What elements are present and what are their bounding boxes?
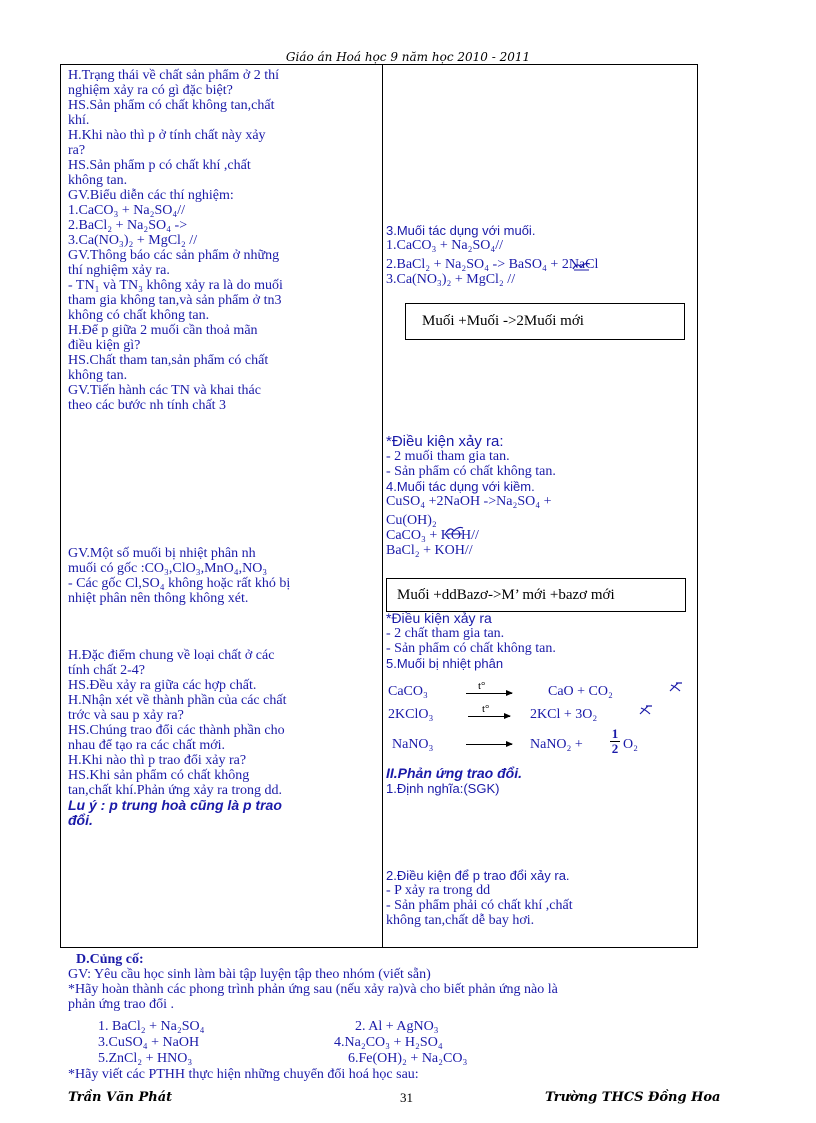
page-header: Giáo án Hoá học 9 năm học 2010 - 2011: [285, 50, 531, 64]
equation: 1.CaCO₃ + Na₂SO₄//: [386, 238, 504, 253]
gas-icon: [638, 703, 654, 715]
condition-title: *Điều kiện xảy ra: [386, 610, 492, 626]
instruction: GV: Yêu cầu học sinh làm bài tập luyện tập theo nhóm (viết sẵn): [68, 967, 431, 982]
condition-item: - Sản phẩm có chất không tan.: [386, 641, 556, 656]
equation-text: 2.BaCl₂ + Na₂SO₄ -> BaSO₄ + 2NaCl: [386, 257, 599, 272]
section-title: 5.Muối bị nhiệt phân: [386, 656, 504, 671]
left-line: HS.Khi sản phẩm có chất không: [68, 768, 250, 783]
section-title: 4.Muối tác dụng với kiềm.: [386, 479, 535, 494]
note-line: đổi.: [68, 812, 93, 828]
left-line: trớc và sau p xảy ra?: [68, 708, 184, 723]
left-line: GV.Một số muối bị nhiệt phân nh: [68, 546, 256, 561]
left-line: nhiệt phân nên thông không xét.: [68, 591, 249, 606]
left-line: HS.Chất tham tan,sản phẩm có chất: [68, 353, 269, 368]
left-line: H.Đặc điểm chung về loại chất ở các: [68, 648, 275, 663]
left-line: HS.Đều xảy ra giữa các hợp chất.: [68, 678, 257, 693]
condition-item: - Sản phẩm phải có chất khí ,chất: [386, 898, 573, 913]
reaction-products: 2KCl + 3O₂: [530, 707, 598, 722]
left-line: 1.CaCO₃ + Na₂SO₄//: [68, 203, 186, 218]
exercise-item: 4.Na₂CO₃ + H₂SO₄: [334, 1035, 443, 1050]
instruction: *Hãy hoàn thành các phong trình phản ứng sau (nếu xảy ra)và cho biết phản ứng nào là: [68, 982, 558, 997]
left-line: GV.Tiến hành các TN và khai thác: [68, 383, 261, 398]
reaction-products: O₂: [623, 737, 638, 752]
left-line: tan,chất khí.Phản ứng xảy ra trong dd.: [68, 783, 283, 798]
footer-school: Trường THCS Đồng Hoa: [545, 1090, 721, 1105]
condition-section: [386, 434, 694, 558]
reaction-reactant: NaNO₃: [392, 737, 434, 752]
left-line: H.Trạng thái về chất sản phẩm ở 2 thí: [68, 68, 280, 83]
left-line: GV.Biểu diễn các thí nghiệm:: [68, 188, 234, 203]
left-line: HS.Sản phẩm p có chất khí ,chất: [68, 158, 251, 173]
left-line: không có chất không tan.: [68, 308, 210, 323]
rule-box-base: Muối +ddBazơ->M’ mới +bazơ mới: [386, 578, 686, 612]
equation: 3.Ca(NO₃)₂ + MgCl₂ //: [386, 272, 516, 287]
note-line: Lu ý : p trung hoà cũng là p trao: [68, 797, 282, 813]
left-line: tính chất 2-4?: [68, 663, 145, 678]
left-column: [68, 68, 376, 413]
equation: Cu(OH)₂: [386, 513, 437, 528]
reaction-reactant: CaCO₃: [388, 684, 428, 699]
condition-section-2: [386, 611, 694, 671]
table-divider: [382, 64, 383, 948]
fraction: [610, 727, 620, 756]
precipitate-icon: [572, 258, 592, 268]
exchange-condition: [386, 868, 694, 928]
equation: BaCl₂ + KOH//: [386, 543, 473, 558]
left-line: 3.Ca(NO₃)₂ + MgCl₂ //: [68, 233, 198, 248]
instruction: *Hãy viết các PTHH thực hiện những chuyển đổi hoá học sau:: [68, 1067, 419, 1082]
left-line: GV.Thông báo các sản phẩm ở những: [68, 248, 280, 263]
left-column-exchange: [68, 648, 376, 828]
condition-item: - 2 muối tham gia tan.: [386, 449, 510, 464]
page-number: 31: [400, 1090, 413, 1105]
arrow-icon: [466, 693, 512, 694]
condition-item: - Sản phẩm có chất không tan.: [386, 464, 556, 479]
section-heading: D.Củng cố:: [76, 952, 144, 967]
left-line: khí.: [68, 113, 90, 128]
reaction-products: NaNO₂ +: [530, 737, 583, 752]
left-line: H.Khi nào thì p ở tính chất này xảy: [68, 128, 266, 143]
arrow-icon: [468, 716, 510, 717]
precipitate-icon: [445, 522, 465, 532]
reaction-reactant: 2KClO₃: [388, 707, 434, 722]
left-line: - TN₁ và TN₃ không xảy ra là do muối: [68, 278, 283, 293]
exercise-item: 5.ZnCl₂ + HNO₃: [98, 1051, 193, 1066]
condition-item: - P xảy ra trong dd: [386, 883, 491, 898]
left-line: HS.Sản phẩm có chất không tan,chất: [68, 98, 275, 113]
reaction-products: CaO + CO₂: [548, 684, 613, 699]
left-line: ra?: [68, 143, 86, 158]
definition: 1.Định nghĩa:(SGK): [386, 781, 500, 796]
left-line: - Các gốc Cl,SO₄ không hoặc rất khó bị: [68, 576, 291, 591]
left-line: theo các bước nh tính chất 3: [68, 398, 227, 413]
temperature-label: t°: [478, 680, 486, 692]
exercise-item: 3.CuSO₄ + NaOH: [98, 1035, 200, 1050]
equation: CaCO₃ + KOH//: [386, 528, 479, 543]
condition-item: không tan,chất dễ bay hơi.: [386, 913, 535, 928]
arrow-icon: [466, 744, 512, 745]
fraction-denominator: 2: [611, 741, 619, 756]
left-column-thermal: [68, 546, 376, 606]
left-line: H.Nhận xét về thành phần của các chất: [68, 693, 287, 708]
exercise-item: 6.Fe(OH)₂ + Na₂CO₃: [348, 1051, 468, 1066]
left-line: không tan.: [68, 368, 128, 383]
equation: CuSO₄ +2NaOH ->Na₂SO₄ +: [386, 494, 552, 509]
left-line: không tan.: [68, 173, 128, 188]
consolidation-section: [68, 952, 768, 1012]
section-title: 3.Muối tác dụng với muối.: [386, 223, 536, 238]
left-line: nhau để tạo ra các chất mới.: [68, 738, 226, 753]
left-line: muối có gốc :CO₃,ClO₃,MnO₄,NO₃: [68, 561, 268, 576]
exercise-item: 1. BaCl₂ + Na₂SO₄: [98, 1019, 205, 1034]
left-line: 2.BaCl₂ + Na₂SO₄ ->: [68, 218, 188, 233]
exchange-section: [386, 766, 694, 796]
gas-icon: [668, 680, 684, 692]
rule-box-salt: Muối +Muối ->2Muối mới: [405, 303, 685, 340]
condition-item: - 2 chất tham gia tan.: [386, 626, 505, 641]
left-line: HS.Chúng trao đổi các thành phần cho: [68, 723, 285, 738]
left-line: tham gia không tan,và sản phẩm ở tn3: [68, 293, 282, 308]
footer-author: Trần Văn Phát: [68, 1090, 173, 1105]
temperature-label: t°: [482, 703, 490, 715]
condition-title: 2.Điều kiện để p trao đổi xảy ra.: [386, 868, 570, 883]
salt-salt-section: [386, 223, 694, 287]
exercise-item: 2. Al + AgNO₃: [355, 1019, 439, 1034]
left-line: H.Để p giữa 2 muối cần thoả mãn: [68, 323, 258, 338]
left-line: nghiệm xảy ra có gì đặc biệt?: [68, 83, 233, 98]
left-line: H.Khi nào thì p trao đổi xảy ra?: [68, 753, 247, 768]
left-line: thí nghiệm xảy ra.: [68, 263, 170, 278]
condition-title: *Điều kiện xảy ra:: [386, 433, 504, 450]
equation: [386, 257, 694, 272]
section-heading: II.Phản ứng trao đổi.: [386, 765, 522, 781]
instruction: phản ứng trao đổi .: [68, 997, 174, 1012]
left-line: điều kiện gì?: [68, 338, 141, 353]
fraction-numerator: 1: [611, 726, 619, 741]
